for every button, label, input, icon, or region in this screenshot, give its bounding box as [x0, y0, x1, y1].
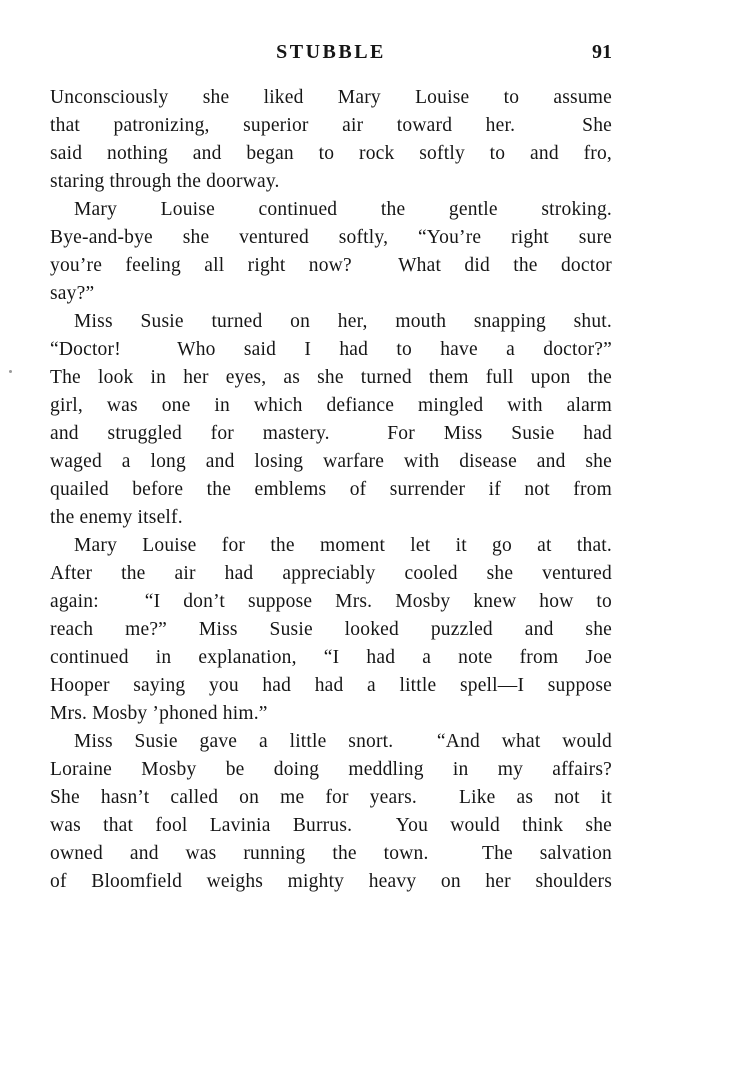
running-title: STUBBLE	[276, 41, 386, 63]
text-line: was that fool Lavinia Burrus. You would think she	[50, 815, 612, 836]
text-line: Loraine Mosby be doing meddling in my affairs?	[50, 759, 612, 780]
text-line: Mary Louise for the moment let it go at that.	[74, 535, 612, 556]
text-line: you’re feeling all right now? What did the doctor	[50, 255, 612, 276]
text-line: girl, was one in which defiance mingled with alarm	[50, 395, 612, 416]
page-body	[50, 84, 612, 896]
text-line: Miss Susie turned on her, mouth snapping shut.	[74, 311, 612, 332]
text-line: After the air had appreciably cooled she ventured	[50, 563, 612, 584]
text-line: owned and was running the town. The salvation	[50, 843, 612, 864]
text-line: said nothing and began to rock softly to and fro,	[50, 143, 612, 164]
text-line: “Doctor! Who said I had to have a doctor?”	[50, 339, 612, 360]
text-line: The look in her eyes, as she turned them full upon the	[50, 367, 612, 388]
paragraph	[50, 728, 612, 896]
text-line: staring through the doorway.	[50, 171, 280, 192]
text-line: of Bloomfield weighs mighty heavy on her shoulders	[50, 871, 612, 892]
text-line: Bye-and-bye she ventured softly, “You’re right sure	[50, 227, 612, 248]
paragraph	[50, 84, 612, 196]
page-header	[50, 40, 612, 64]
text-line: continued in explanation, “I had a note from Joe	[50, 647, 612, 668]
page-number: 91	[592, 41, 612, 63]
paragraph	[50, 532, 612, 728]
text-line: Miss Susie gave a little snort. “And what would	[74, 731, 612, 752]
text-line: and struggled for mastery. For Miss Susie had	[50, 423, 612, 444]
text-line: say?”	[50, 283, 95, 304]
text-line: that patronizing, superior air toward her. She	[50, 115, 612, 136]
text-line: reach me?” Miss Susie looked puzzled and she	[50, 619, 612, 640]
text-line: Unconsciously she liked Mary Louise to assume	[50, 87, 612, 108]
text-line: She hasn’t called on me for years. Like as not it	[50, 787, 612, 808]
text-line: quailed before the emblems of surrender if not from	[50, 479, 612, 500]
text-line: waged a long and losing warfare with disease and she	[50, 451, 612, 472]
text-line: Mary Louise continued the gentle stroking.	[74, 199, 612, 220]
paragraph	[50, 308, 612, 532]
paragraph	[50, 196, 612, 308]
text-line: the enemy itself.	[50, 507, 183, 528]
scan-speck	[9, 370, 12, 373]
text-line: Hooper saying you had had a little spell—I suppose	[50, 675, 612, 696]
text-line: again: “I don’t suppose Mrs. Mosby knew how to	[50, 591, 612, 612]
text-line: Mrs. Mosby ’phoned him.”	[50, 703, 268, 724]
